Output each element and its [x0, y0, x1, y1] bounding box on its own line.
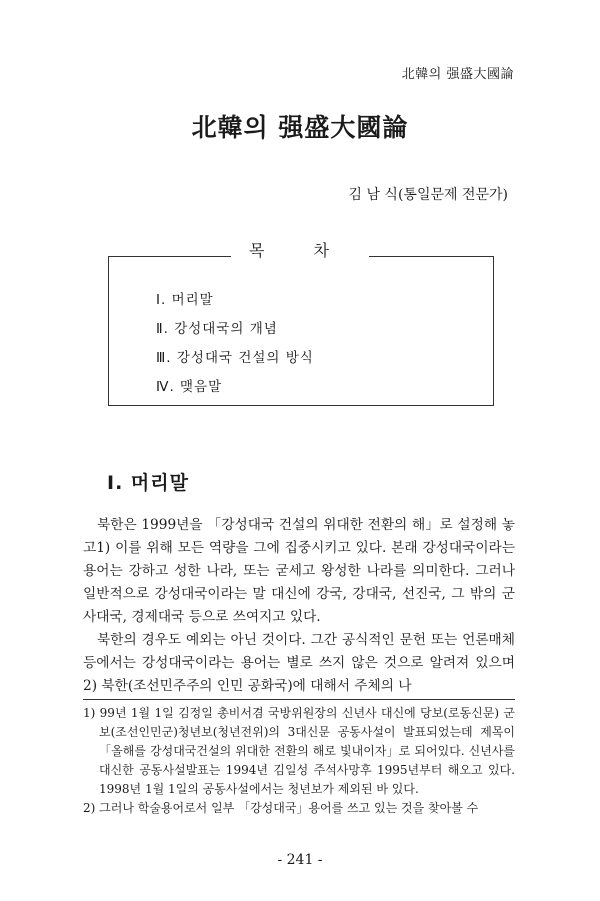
toc-list — [156, 288, 314, 404]
running-head: 北韓의 强盛大國論 — [401, 67, 514, 82]
footnote: 2) 그러나 학술용어로서 일부 「강성대국」용어를 쓰고 있는 것을 찾아볼 수 — [83, 801, 479, 815]
footnote-divider — [83, 699, 515, 700]
body-text — [83, 514, 515, 698]
toc-heading — [0, 238, 600, 261]
toc-item: Ⅰ. 머리말 — [156, 292, 214, 308]
author-line: 김 남 식(통일문제 전문가) — [348, 187, 508, 203]
section-heading: Ⅰ. 머리말 — [107, 472, 189, 494]
footnotes — [83, 704, 515, 818]
page-number: - 241 - — [277, 852, 323, 868]
toc-item: Ⅱ. 강성대국의 개념 — [156, 321, 278, 337]
footnote: 1) 99년 1월 1일 김정일 총비서겸 국방위원장의 신년사 대신에 당보(로동신문) 군보(조선인민군)청년보(청년전위)의 3대신문 공동사설이 발표되었는데 제목이 「올해를 강성대국건설의 위대한 전환의 해로 빛내이자」로 되어있다. 신년사를 대신한 공동사설발표는 1994년 김일성 주석사망후 1995년부터 해오고 있다. 1998년 1월 1일의 공동사설에서는 청년보가 제외된 바 있다. — [83, 706, 515, 796]
paragraph: 북한의 경우도 예외는 아닌 것이다. 그간 공식적인 문헌 또는 언론매체 등에서는 강성대국이라는 용어는 별로 쓰지 않은 것으로 알려져 있으며2) 북한(조선민주주의 인민 공화국)에 대해서 주체의 나 — [83, 632, 515, 694]
toc-heading-label: 목 차 — [231, 241, 369, 260]
toc-item: Ⅲ. 강성대국 건설의 방식 — [156, 350, 314, 366]
toc-item: Ⅳ. 맺음말 — [156, 379, 223, 395]
paragraph: 북한은 1999년을 「강성대국 건설의 위대한 전환의 해」로 설정해 놓고1) 이를 위해 모든 역량을 그에 집중시키고 있다. 본래 강성대국이라는 용어는 강하고 성한 나라, 또는 굳세고 왕성한 나라를 의미한다. 그러나 일반적으로 강성대국이라는 말 대신에 강국, 강대국, 선진국, 그 밖의 군사대국, 경제대국 등으로 쓰여지고 있다. — [83, 517, 515, 625]
page-title: 北韓의 强盛大國論 — [191, 113, 409, 142]
